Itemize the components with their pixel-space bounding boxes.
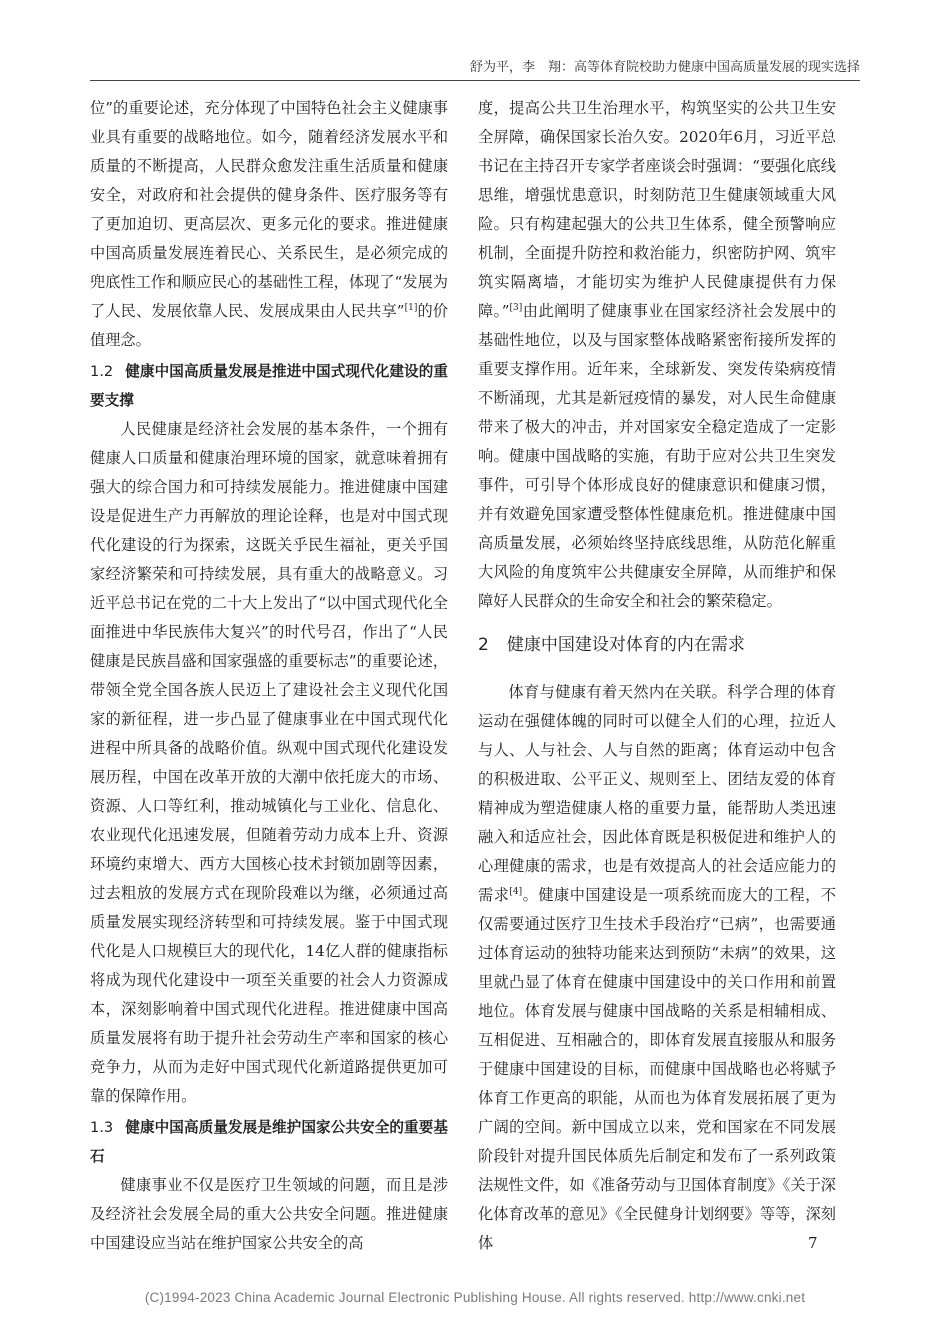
paragraph-text: 由此阐明了健康事业在国家经济社会发展中的基础性地位，以及与国家整体战略紧密衔接所发挥的重要支撑作用。近年来，全球新发、突发传染病疫情不断涌现，尤其是新冠疫情的暴发，对人民生命健康带来了极大的冲击，并对国家安全稳定造成了一定影响。健康中国战略的实施，有助于应对公共卫生突发事件，可引导个体形成良好的健康意识和健康习惯，并有效避免国家遭受整体性健康危机。推进健康中国高质量发展，必须始终坚持底线思维，从防范化解重大风险的角度筑牢公共健康安全屏障，从而维护和保障好人民群众的生命安全和社会的繁荣稳定。: [478, 302, 837, 610]
citation-ref[interactable]: [1]: [404, 303, 418, 313]
section-title: 健康中国建设对体育的内在需求: [506, 635, 745, 655]
left-column: [90, 94, 448, 1258]
subsection-heading-1-2: [90, 357, 448, 415]
paragraph: 健康事业不仅是医疗卫生领域的问题，而且是涉及经济社会发展全局的重大公共安全问题。推进健康中国建设应当站在维护国家公共安全的高: [90, 1176, 448, 1252]
section-heading-2: [478, 630, 836, 660]
citation-ref[interactable]: [4]: [509, 887, 523, 897]
subsection-number: 1.3: [90, 1119, 114, 1136]
subsection-heading-1-3: [90, 1113, 448, 1171]
subsection-title: 健康中国高质量发展是维护国家公共安全的重要基石: [90, 1119, 448, 1165]
copyright-footer: (C)1994-2023 China Academic Journal Electronic Publishing House. All rights reserved. http://www.cnki.net: [144, 1290, 806, 1305]
page-number: 7: [808, 1234, 818, 1252]
paragraph: [90, 94, 448, 355]
citation-ref[interactable]: [3]: [509, 303, 523, 313]
paragraph-text: 位”的重要论述，充分体现了中国特色社会主义健康事业具有重要的战略地位。如今，随着经济发展水平和质量的不断提高，人民群众愈发注重生活质量和健康安全，对政府和社会提供的健身条件、医疗服务等有了更加迫切、更高层次、更多元化的要求。推进健康中国高质量发展连着民心、关系民生，是必须完成的兜底性工作和顺应民心的基础性工程，体现了“发展为了人民、发展依靠人民、发展成果由人民共享”: [90, 99, 448, 320]
paragraph: 人民健康是经济社会发展的基本条件，一个拥有健康人口质量和健康治理环境的国家，就意味着拥有强大的综合国力和可持续发展能力。推进健康中国建设是促进生产力再解放的理论诠释，也是对中国式现代化建设的行为探索，这既关乎民生福祉，更关乎国家经济繁荣和可持续发展，具有重大的战略意义。习近平总书记在党的二十大上发出了“以中国式现代化全面推进中华民族伟大复兴”的时代号召，作出了“人民健康是民族昌盛和国家强盛的重要标志”的重要论述，带领全党全国各族人民迈上了建设社会主义现代化国家的新征程，进一步凸显了健康事业在中国式现代化进程中所具备的战略价值。纵观中国式现代化建设发展历程，中国在改革开放的大潮中依托庞大的市场、资源、人口等红利，推动城镇化与工业化、信息化、农业现代化迅速发展，但随着劳动力成本上升、资源环境约束增大、西方大国核心技术封锁加剧等因素，过去粗放的发展方式在现阶段难以为继，必须通过高质量发展实现经济转型和可持续发展。鉴于中国式现代化是人口规模巨大的现代化，14亿人群的健康指标将成为现代化建设中一项至关重要的社会人力资源成本，深刻影响着中国式现代化进程。推进健康中国高质量发展将有助于提升社会劳动生产率和国家的核心竞争力，从而为走好中国式现代化新道路提供更加可靠的保障作用。: [90, 420, 448, 1105]
subsection-number: 1.2: [90, 363, 114, 380]
paragraph: [478, 678, 836, 1258]
running-head: 舒为平，李 翔：高等体育院校助力健康中国高质量发展的现实选择: [469, 60, 860, 75]
paragraph-text: 体育与健康有着天然内在关联。科学合理的体育运动在强健体魄的同时可以健全人们的心理，拉近人与人、人与社会、人与自然的距离；体育运动中包含的积极进取、公平正义、规则至上、团结友爱的体育精神成为塑造健康人格的重要力量，能帮助人类迅速融入和适应社会，因此体育既是积极促进和维护人的心理健康的需求，也是有效提高人的社会适应能力的需求: [478, 683, 836, 904]
paragraph: [478, 94, 836, 616]
section-number: 2: [478, 635, 489, 655]
header-rule: [90, 80, 860, 81]
paragraph-text: 的价值理念。: [90, 302, 449, 349]
paragraph-text: 。健康中国建设是一项系统而庞大的工程，不仅需要通过医疗卫生技术手段治疗“已病”，也需要通过体育运动的独特功能来达到预防“未病”的效果，这里就凸显了体育在健康中国建设中的关口作用和前置地位。体育发展与健康中国战略的关系是相辅相成、互相促进、互相融合的，即体育发展直接服从和服务于健康中国建设的目标，而健康中国战略也必将赋予体育工作更高的职能，从而也为体育发展拓展了更为广阔的空间。新中国成立以来，党和国家在不同发展阶段针对提升国民体质先后制定和发布了一系列政策法规性文件，如《准备劳动与卫国体育制度》《关于深化体育改革的意见》《全民健身计划纲要》等等，深刻体: [478, 886, 837, 1252]
subsection-title: 健康中国高质量发展是推进中国式现代化建设的重要支撑: [90, 363, 448, 409]
paragraph-text: 度，提高公共卫生治理水平，构筑坚实的公共卫生安全屏障，确保国家长治久安。2020年6月，习近平总书记在主持召开专家学者座谈会时强调：“要强化底线思维，增强忧患意识，时刻防范卫生健康领域重大风险。只有构建起强大的公共卫生体系，健全预警响应机制，全面提升防控和救治能力，织密防护网、筑牢筑实隔离墙，才能切实为维护人民健康提供有力保障。”: [478, 99, 836, 320]
right-column: [478, 94, 836, 1258]
